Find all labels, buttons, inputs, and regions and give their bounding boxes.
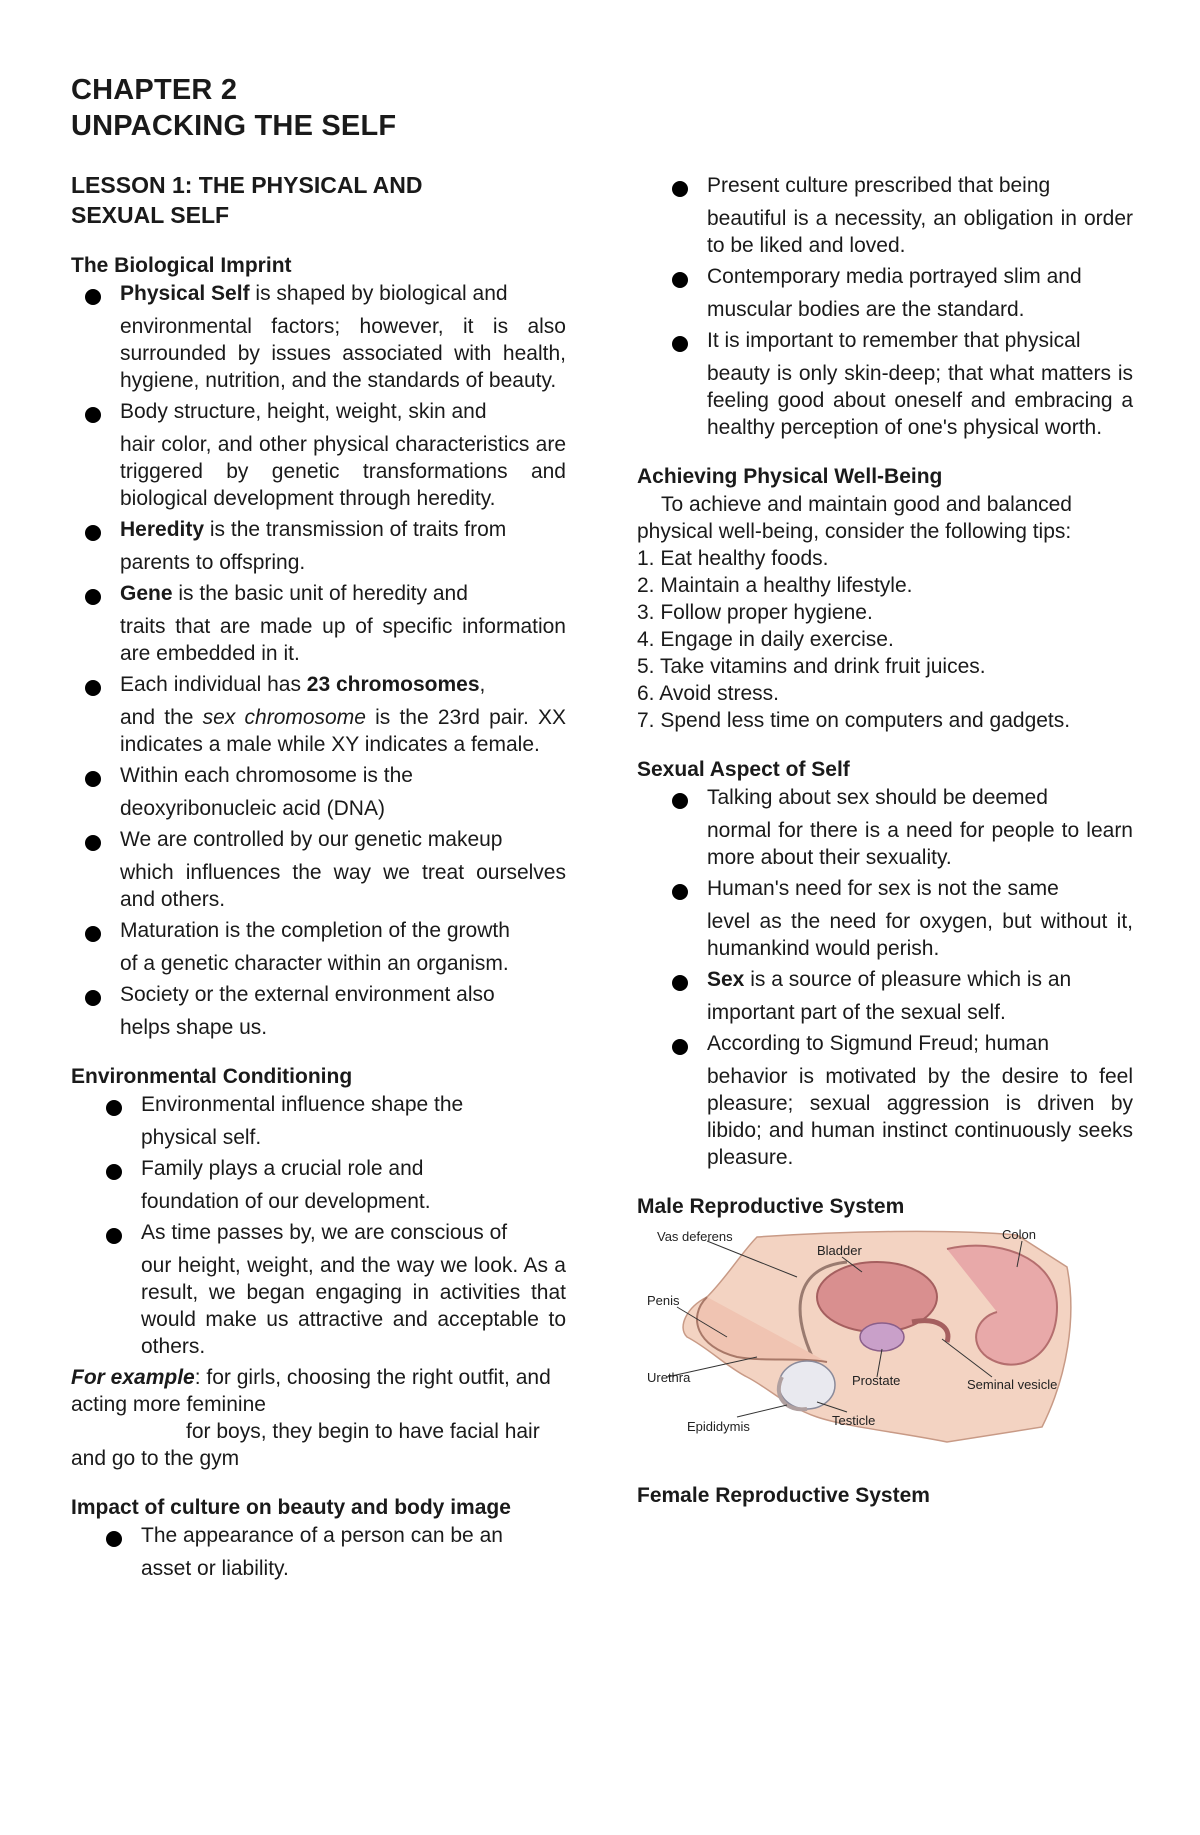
bullet-icon (85, 589, 101, 605)
section-heading-female-reproductive: Female Reproductive System (637, 1484, 930, 1507)
list-item: Sex is a source of pleasure which is an important part of the sexual self. (637, 966, 1133, 1026)
label-vas-deferens: Vas deferens (657, 1229, 733, 1244)
example-paragraph-boys: for boys, they begin to have facial hair and go to the gym (71, 1420, 540, 1470)
list-item: Environmental influence shape the physical self. (71, 1091, 566, 1151)
tip-item: 5. Take vitamins and drink fruit juices. (637, 655, 986, 678)
label-colon: Colon (1002, 1227, 1036, 1242)
chapter-title (71, 72, 396, 144)
tip-item: 7. Spend less time on computers and gadgets. (637, 709, 1071, 732)
bullet-icon (85, 289, 101, 305)
bullet-icon (672, 884, 688, 900)
tip-item: 6. Avoid stress. (637, 682, 780, 705)
section-heading-wellbeing: Achieving Physical Well-Being (637, 465, 943, 488)
section-heading-male-reproductive: Male Reproductive System (637, 1195, 905, 1218)
bullet-icon (85, 926, 101, 942)
bullet-icon (106, 1228, 122, 1244)
list-item: As time passes by, we are conscious of our height, weight, and the way we look. As a result, we began engaging in activities that would make us attractive and acceptable to others. (71, 1219, 566, 1360)
list-item: Heredity is the transmission of traits from parents to offspring. (71, 516, 566, 576)
section-heading-biological-imprint: The Biological Imprint (71, 254, 292, 277)
bullet-icon (672, 1039, 688, 1055)
bullet-icon (85, 835, 101, 851)
label-urethra: Urethra (647, 1370, 691, 1385)
tip-item: 2. Maintain a healthy lifestyle. (637, 574, 913, 597)
list-item: Gene is the basic unit of heredity and traits that are made up of specific information are embedded in it. (71, 580, 566, 667)
male-reproductive-diagram (647, 1227, 1087, 1449)
sexual-aspect-list (637, 784, 1133, 1171)
culture-list-right (637, 172, 1133, 441)
culture-list-left (71, 1522, 566, 1582)
wellbeing-tips-list (637, 545, 1133, 734)
tip-item: 1. Eat healthy foods. (637, 547, 829, 570)
chapter-name: UNPACKING THE SELF (71, 110, 397, 142)
label-testicle: Testicle (832, 1413, 876, 1428)
label-epididymis: Epididymis (687, 1419, 750, 1434)
list-item: Present culture prescribed that being beautiful is a necessity, an obligation in order to be liked and loved. (637, 172, 1133, 259)
list-item: Contemporary media portrayed slim and muscular bodies are the standard. (637, 263, 1133, 323)
list-item: Society or the external environment also helps shape us. (71, 981, 566, 1041)
bullet-icon (672, 975, 688, 991)
chapter-number: CHAPTER 2 (71, 74, 238, 106)
right-column (637, 172, 1133, 1510)
label-seminal-vesicle: Seminal vesicle (967, 1377, 1058, 1392)
lesson-title: LESSON 1: THE PHYSICAL AND SEXUAL SELF (71, 172, 423, 228)
label-prostate: Prostate (852, 1373, 901, 1388)
label-penis: Penis (647, 1293, 680, 1308)
bullet-icon (672, 181, 688, 197)
bullet-icon (106, 1531, 122, 1547)
tip-item: 4. Engage in daily exercise. (637, 628, 894, 651)
list-item: We are controlled by our genetic makeup which influences the way we treat ourselves and others. (71, 826, 566, 913)
bullet-icon (672, 272, 688, 288)
bullet-icon (85, 525, 101, 541)
biological-imprint-list (71, 280, 566, 1041)
wellbeing-intro: To achieve and maintain good and balanced physical well-being, consider the following tips: (637, 493, 1072, 543)
list-item: Human's need for sex is not the same level as the need for oxygen, but without it, humankind would perish. (637, 875, 1133, 962)
section-heading-culture: Impact of culture on beauty and body image (71, 1496, 511, 1519)
bullet-icon (672, 793, 688, 809)
bullet-icon (106, 1164, 122, 1180)
left-column (71, 170, 566, 1586)
bullet-icon (106, 1100, 122, 1116)
list-item: Each individual has 23 chromosomes, and the sex chromosome is the 23rd pair. XX indicates a male while XY indicates a female. (71, 671, 566, 758)
list-item: Family plays a crucial role and foundation of our development. (71, 1155, 566, 1215)
section-heading-sexual-aspect: Sexual Aspect of Self (637, 758, 850, 781)
bullet-icon (85, 680, 101, 696)
section-heading-environmental-conditioning: Environmental Conditioning (71, 1065, 353, 1088)
bullet-icon (85, 407, 101, 423)
bullet-icon (672, 336, 688, 352)
list-item: Physical Self is shaped by biological and environmental factors; however, it is also surrounded by issues associated with health, hygiene, nutrition, and the standards of beauty. (71, 280, 566, 394)
tip-item: 3. Follow proper hygiene. (637, 601, 873, 624)
list-item: According to Sigmund Freud; human behavior is motivated by the desire to feel pleasure; sexual aggression is driven by libido; and human instinct continuously seeks pleasure. (637, 1030, 1133, 1171)
list-item: Talking about sex should be deemed normal for there is a need for people to learn more about their sexuality. (637, 784, 1133, 871)
list-item: The appearance of a person can be an asset or liability. (71, 1522, 566, 1582)
environmental-list (71, 1091, 566, 1360)
list-item: Body structure, height, weight, skin and hair color, and other physical characteristics are triggered by genetic transformations and biological development through heredity. (71, 398, 566, 512)
list-item: Within each chromosome is the deoxyribonucleic acid (DNA) (71, 762, 566, 822)
label-bladder: Bladder (817, 1243, 862, 1258)
list-item: It is important to remember that physical beauty is only skin-deep; that what matters is feeling good about oneself and embracing a healthy perception of one's physical worth. (637, 327, 1133, 441)
list-item: Maturation is the completion of the growth of a genetic character within an organism. (71, 917, 566, 977)
bullet-icon (85, 771, 101, 787)
example-paragraph: For example: for girls, choosing the right outfit, and acting more feminine (71, 1366, 551, 1416)
bullet-icon (85, 990, 101, 1006)
